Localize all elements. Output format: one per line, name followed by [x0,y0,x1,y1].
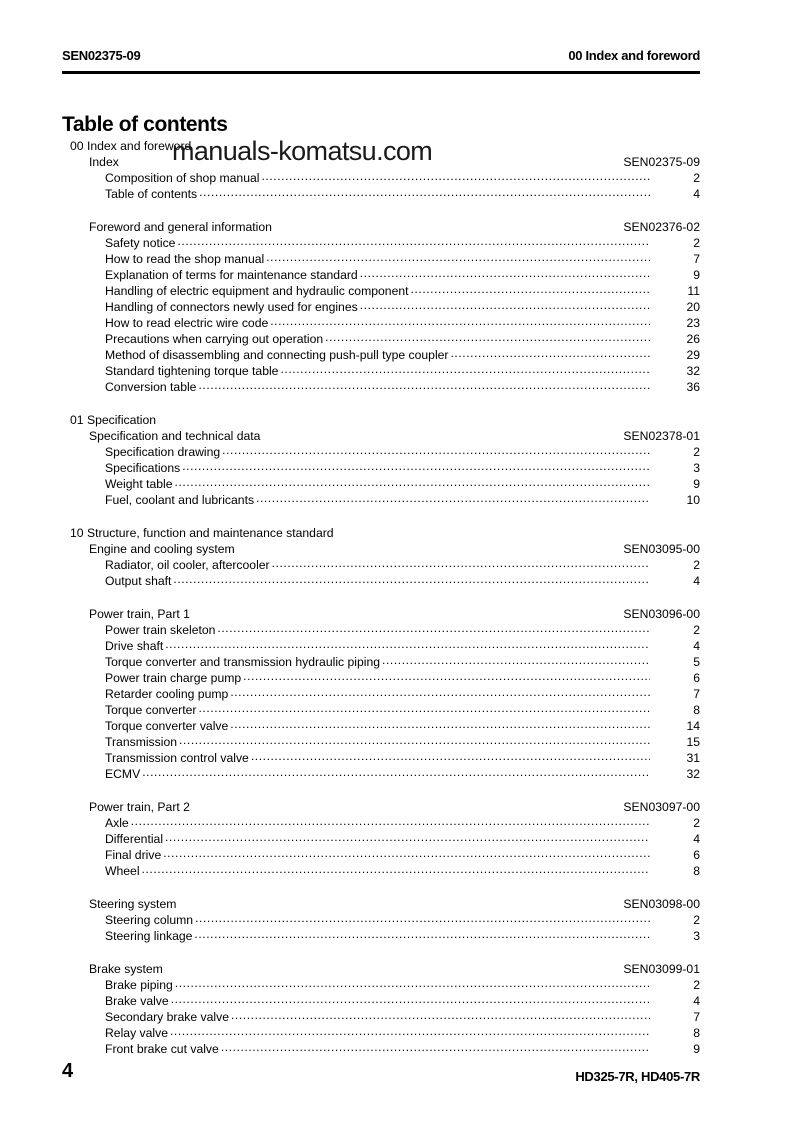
toc-group [62,412,700,508]
toc-entry-page-number: 8 [693,1026,700,1040]
toc-entry-label: Power train skeleton [105,623,216,637]
toc-section-code: SEN03095-00 [623,542,700,556]
toc-entry-page-number: 2 [693,816,700,830]
toc-leader-dots [198,700,650,716]
toc-entry-page-number: 6 [693,848,700,862]
toc-leader-dots [194,926,650,942]
toc-entry-page-number: 14 [686,719,700,733]
toc-entry-label: How to read electric wire code [105,316,269,330]
toc-entry-label: Steering linkage [105,929,193,943]
toc-entry[interactable] [62,186,700,202]
toc-entry-label: Safety notice [105,236,176,250]
section-spacer [62,879,700,896]
toc-leader-dots [411,281,650,297]
toc-entry-label: Steering column [105,913,194,927]
toc-entry-label: Output shaft [105,574,172,588]
toc-entry-label: Power train charge pump [105,671,242,685]
toc-entry-page-number: 4 [693,574,700,588]
toc-group-label: 10 Structure, function and maintenance standard [70,526,334,540]
section-spacer [62,944,700,961]
toc-leader-dots [251,748,650,764]
toc-entry-label: Torque converter and transmission hydraulic piping [105,655,381,669]
toc-leader-dots [170,1023,650,1039]
toc-leader-dots [175,975,650,991]
toc-entry-page-number: 4 [693,187,700,201]
toc-leader-dots [179,732,650,748]
toc-entry-label: Handling of connectors newly used for engines [105,300,358,314]
toc-entry[interactable] [62,492,700,508]
toc-section-label: Brake system [89,962,163,976]
toc-group-label: 00 Index and foreword [70,139,192,153]
toc-leader-dots [175,474,650,490]
toc-leader-dots [195,910,650,926]
toc-leader-dots [261,168,650,184]
toc-entry-label: Radiator, oil cooler, aftercooler [105,558,270,572]
section-spacer [62,202,700,219]
toc-entry-label: Precautions when carrying out operation [105,332,324,346]
toc-entry-label: Explanation of terms for maintenance standard [105,268,358,282]
toc-entry-page-number: 3 [693,461,700,475]
toc-entry[interactable] [62,766,700,782]
toc-section-label: Power train, Part 2 [89,800,190,814]
group-spacer [62,508,700,525]
toc-leader-dots [177,233,650,249]
table-of-contents [62,138,700,1057]
toc-leader-dots [270,313,650,329]
toc-leader-dots [142,861,650,877]
toc-entry-label: Wheel [105,864,140,878]
toc-leader-dots [382,652,650,668]
toc-entry[interactable] [62,573,700,589]
toc-entry-label: Relay valve [105,1026,168,1040]
header-section-title: 00 Index and foreword [568,48,700,63]
toc-entry-page-number: 4 [693,639,700,653]
toc-leader-dots [272,555,650,571]
toc-group-heading [62,138,700,154]
toc-entry-page-number: 9 [693,268,700,282]
header-divider [62,71,700,74]
toc-entry-label: Table of contents [105,187,198,201]
toc-group-heading [62,525,700,541]
toc-entry-label: Specification drawing [105,445,221,459]
toc-entry-label: Fuel, coolant and lubricants [105,493,255,507]
toc-leader-dots [199,184,650,200]
toc-entry[interactable] [62,863,700,879]
toc-section-label: Power train, Part 1 [89,607,190,621]
toc-entry-label: Torque converter [105,703,197,717]
toc-entry-label: Specifications [105,461,181,475]
toc-leader-dots [325,329,650,345]
page-header [62,48,700,63]
toc-leader-dots [230,684,650,700]
toc-entry-page-number: 15 [686,735,700,749]
toc-entry-page-number: 8 [693,864,700,878]
toc-entry[interactable] [62,1041,700,1057]
toc-entry-label: Drive shaft [105,639,164,653]
toc-section-code: SEN02378-01 [623,429,700,443]
toc-section-code: SEN03096-00 [623,607,700,621]
toc-entry-label: Composition of shop manual [105,171,260,185]
toc-section-label: Foreword and general information [89,220,272,234]
toc-leader-dots [221,1039,650,1055]
toc-entry-page-number: 32 [686,364,700,378]
toc-leader-dots [266,249,650,265]
toc-entry-page-number: 2 [693,171,700,185]
toc-entry-page-number: 3 [693,929,700,943]
toc-entry-page-number: 29 [686,348,700,362]
toc-section-code: SEN03099-01 [623,962,700,976]
toc-entry-page-number: 7 [693,1010,700,1024]
toc-leader-dots [360,265,650,281]
toc-entry-label: Conversion table [105,380,197,394]
toc-section-label: Index [89,155,119,169]
toc-entry-page-number: 26 [686,332,700,346]
toc-entry-label: Torque converter valve [105,719,229,733]
toc-leader-dots [230,716,650,732]
toc-entry-label: Weight table [105,477,173,491]
toc-entry-page-number: 6 [693,671,700,685]
toc-leader-dots [165,636,650,652]
toc-group-heading [62,412,700,428]
toc-entry-page-number: 2 [693,913,700,927]
toc-entry-page-number: 8 [693,703,700,717]
toc-entry-page-number: 9 [693,1042,700,1056]
toc-entry-label: Handling of electric equipment and hydraulic component [105,284,409,298]
toc-leader-dots [256,490,650,506]
toc-entry-page-number: 7 [693,252,700,266]
toc-leader-dots [217,620,650,636]
toc-group [62,138,700,395]
toc-entry-label: Retarder cooling pump [105,687,229,701]
toc-section-code: SEN02375-09 [623,155,700,169]
toc-group-label: 01 Specification [70,413,157,427]
toc-section-code: SEN02376-02 [623,220,700,234]
toc-section-code: SEN03097-00 [623,800,700,814]
toc-entry-label: Differential [105,832,164,846]
toc-leader-dots [243,668,650,684]
toc-leader-dots [165,829,650,845]
toc-entry-page-number: 2 [693,236,700,250]
toc-entry-label: Method of disassembling and connecting push-pull type coupler [105,348,449,362]
toc-entry-label: Axle [105,816,129,830]
toc-entry-label: Front brake cut valve [105,1042,219,1056]
toc-entry-page-number: 4 [693,994,700,1008]
toc-entry-label: Secondary brake valve [105,1010,229,1024]
toc-leader-dots [231,1007,650,1023]
toc-leader-dots [163,845,650,861]
toc-section-label: Steering system [89,897,177,911]
toc-leader-dots [280,361,650,377]
toc-entry-page-number: 2 [693,558,700,572]
toc-entry-label: Brake valve [105,994,169,1008]
toc-entry-page-number: 7 [693,687,700,701]
toc-entry[interactable] [62,928,700,944]
toc-entry[interactable] [62,379,700,395]
toc-entry-page-number: 4 [693,832,700,846]
page-title: Table of contents [62,113,228,137]
toc-section-label: Engine and cooling system [89,542,235,556]
watermark-text: manuals-komatsu.com [172,136,433,166]
toc-leader-dots [131,813,650,829]
toc-leader-dots [198,377,650,393]
toc-entry-page-number: 31 [686,751,700,765]
toc-leader-dots [360,297,650,313]
toc-entry-page-number: 10 [686,493,700,507]
toc-section-label: Specification and technical data [89,429,261,443]
toc-section-code: SEN03098-00 [623,897,700,911]
header-document-code: SEN02375-09 [62,48,141,63]
toc-entry-label: Transmission control valve [105,751,249,765]
toc-entry-page-number: 23 [686,316,700,330]
footer-page-number: 4 [62,1060,73,1082]
toc-entry-label: ECMV [105,767,141,781]
toc-entry-label: Brake piping [105,978,173,992]
section-spacer [62,589,700,606]
toc-leader-dots [222,442,650,458]
page-footer [62,1060,700,1083]
toc-leader-dots [171,991,650,1007]
toc-entry-page-number: 20 [686,300,700,314]
group-spacer [62,395,700,412]
toc-entry-page-number: 36 [686,380,700,394]
toc-leader-dots [182,458,650,474]
toc-entry-page-number: 11 [687,284,700,298]
toc-leader-dots [451,345,651,361]
toc-entry-label: Standard tightening torque table [105,364,279,378]
toc-group [62,525,700,1057]
toc-entry-page-number: 5 [693,655,700,669]
toc-entry-label: Final drive [105,848,162,862]
toc-entry-page-number: 2 [693,445,700,459]
toc-entry-page-number: 2 [693,978,700,992]
toc-entry-page-number: 32 [686,767,700,781]
toc-leader-dots [173,571,650,587]
footer-model-name: HD325-7R, HD405-7R [575,1069,700,1084]
toc-entry-label: How to read the shop manual [105,252,265,266]
toc-entry-page-number: 9 [693,477,700,491]
toc-entry-label: Transmission [105,735,178,749]
toc-entry-page-number: 2 [693,623,700,637]
toc-leader-dots [142,764,650,780]
section-spacer [62,782,700,799]
